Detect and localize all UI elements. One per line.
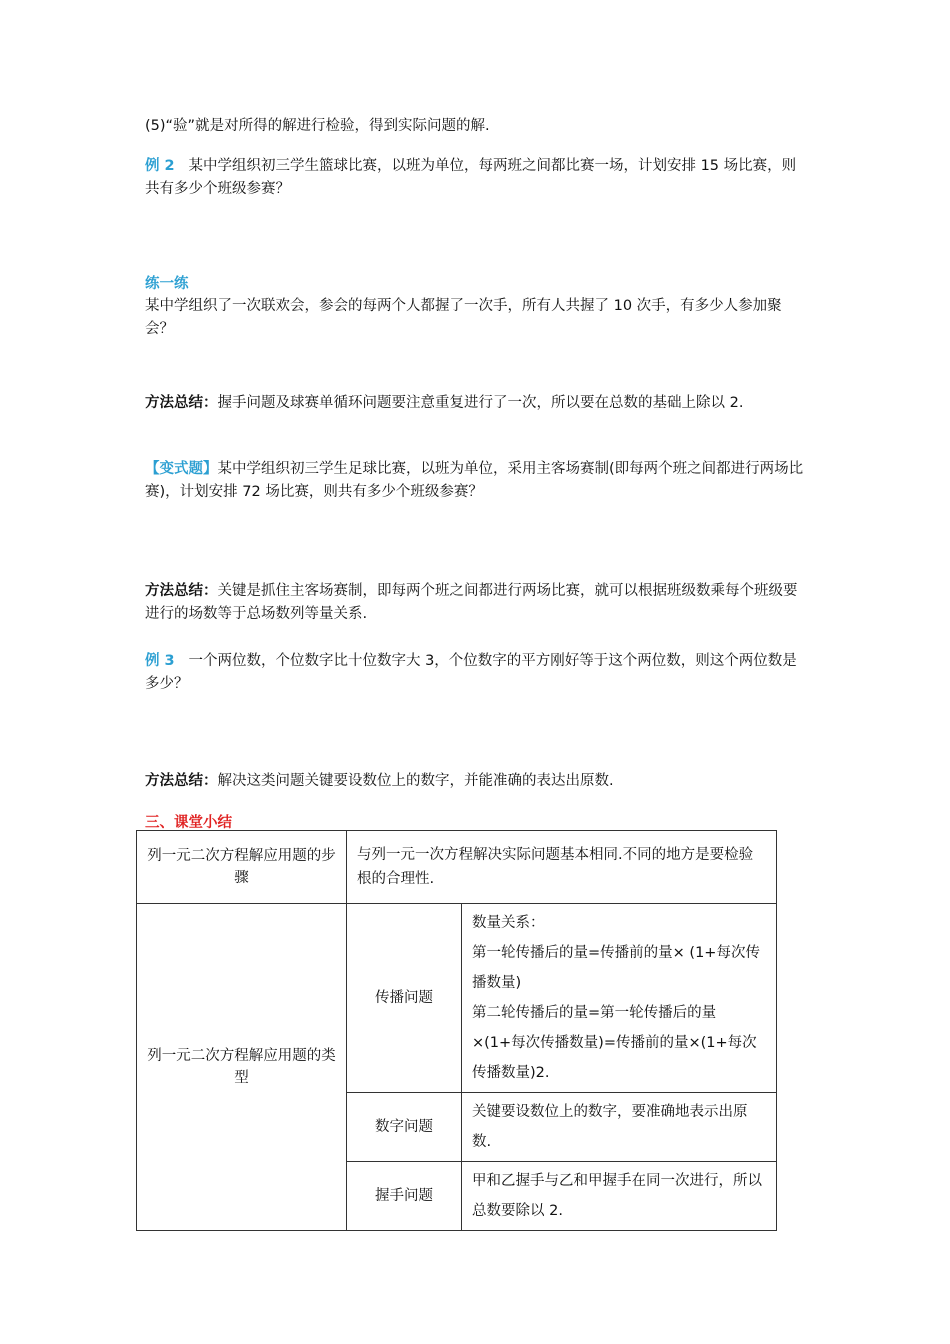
- variant-text: 某中学组织初三学生足球比赛，以班为单位，采用主客场赛制(即每两个班之间都进行两场比赛)，计划安排 72 场比赛，则共有多少个班级参赛？: [145, 461, 804, 500]
- method-summary-1: [145, 392, 810, 415]
- table-row: [137, 904, 777, 1093]
- method-summary-2-label: 方法总结：: [145, 583, 218, 599]
- example-2: [145, 155, 810, 201]
- example-3-text: 一个两位数，个位数字比十位数字大 3，个位数字的平方刚好等于这个两位数，则这个两位数是多少？: [145, 653, 797, 692]
- type-desc-cell: [462, 1093, 777, 1162]
- method-summary-3-text: 解决这类问题关键要设数位上的数字，并能准确的表达出原数.: [217, 773, 614, 789]
- types-head-cell: 列一元二次方程解应用题的类型: [137, 904, 347, 1231]
- type-desc-line: 甲和乙握手与乙和甲握手在同一次进行，所以总数要除以 2.: [472, 1173, 762, 1219]
- variant-label: 【变式题】: [145, 461, 218, 477]
- example-2-text: 某中学组织初三学生篮球比赛，以班为单位，每两班之间都比赛一场，计划安排 15 场比赛，则共有多少个班级参赛？: [145, 158, 797, 197]
- steps-body-cell: 与列一元一次方程解决实际问题基本相同.不同的地方是要检验根的合理性.: [347, 831, 777, 904]
- step-5-paragraph: [145, 115, 810, 138]
- method-summary-1-text: 握手问题及球赛单循环问题要注意重复进行了一次，所以要在总数的基础上除以 2.: [217, 395, 744, 411]
- section-title: 三、课堂小结: [145, 815, 232, 831]
- practice-text: 某中学组织了一次联欢会，参会的每两个人都握了一次手，所有人共握了 10 次手，有多少人参加聚会？: [145, 298, 782, 337]
- type-desc-line: 第二轮传播后的量=第一轮传播后的量×(1+每次传播数量)=传播前的量×(1+每次传播数量)2.: [472, 1005, 757, 1081]
- practice-title-text: 练一练: [145, 276, 189, 292]
- method-summary-2-text: 关键是抓住主客场赛制，即每两个班之间都进行两场比赛，就可以根据班级数乘每个班级要进行的场数等于总场数列等量关系.: [145, 583, 798, 622]
- method-summary-3: [145, 770, 810, 793]
- type-name-cell: 数字问题: [347, 1093, 462, 1162]
- example-3-label: 例 3: [145, 653, 175, 669]
- type-name-cell: 握手问题: [347, 1162, 462, 1231]
- step-5-text: (5)“验”就是对所得的解进行检验，得到实际问题的解.: [145, 118, 490, 134]
- practice-question: [145, 295, 810, 341]
- type-name-cell: 传播问题: [347, 904, 462, 1093]
- example-3: [145, 650, 810, 696]
- method-summary-3-label: 方法总结：: [145, 773, 218, 789]
- method-summary-1-label: 方法总结：: [145, 395, 218, 411]
- table-row: [137, 831, 777, 904]
- example-2-label: 例 2: [145, 158, 175, 174]
- type-desc-line: 关键要设数位上的数字，要准确地表示出原数.: [472, 1104, 748, 1150]
- type-desc-line: 数量关系：: [472, 915, 545, 931]
- practice-title: [145, 273, 810, 296]
- steps-head-cell: 列一元二次方程解应用题的步骤: [137, 831, 347, 904]
- type-desc-line: 第一轮传播后的量=传播前的量× (1+每次传播数量): [472, 945, 760, 991]
- variant-question: [145, 458, 810, 504]
- summary-table: [136, 830, 777, 1231]
- method-summary-2: [145, 580, 810, 626]
- type-desc-cell: [462, 904, 777, 1093]
- type-desc-cell: [462, 1162, 777, 1231]
